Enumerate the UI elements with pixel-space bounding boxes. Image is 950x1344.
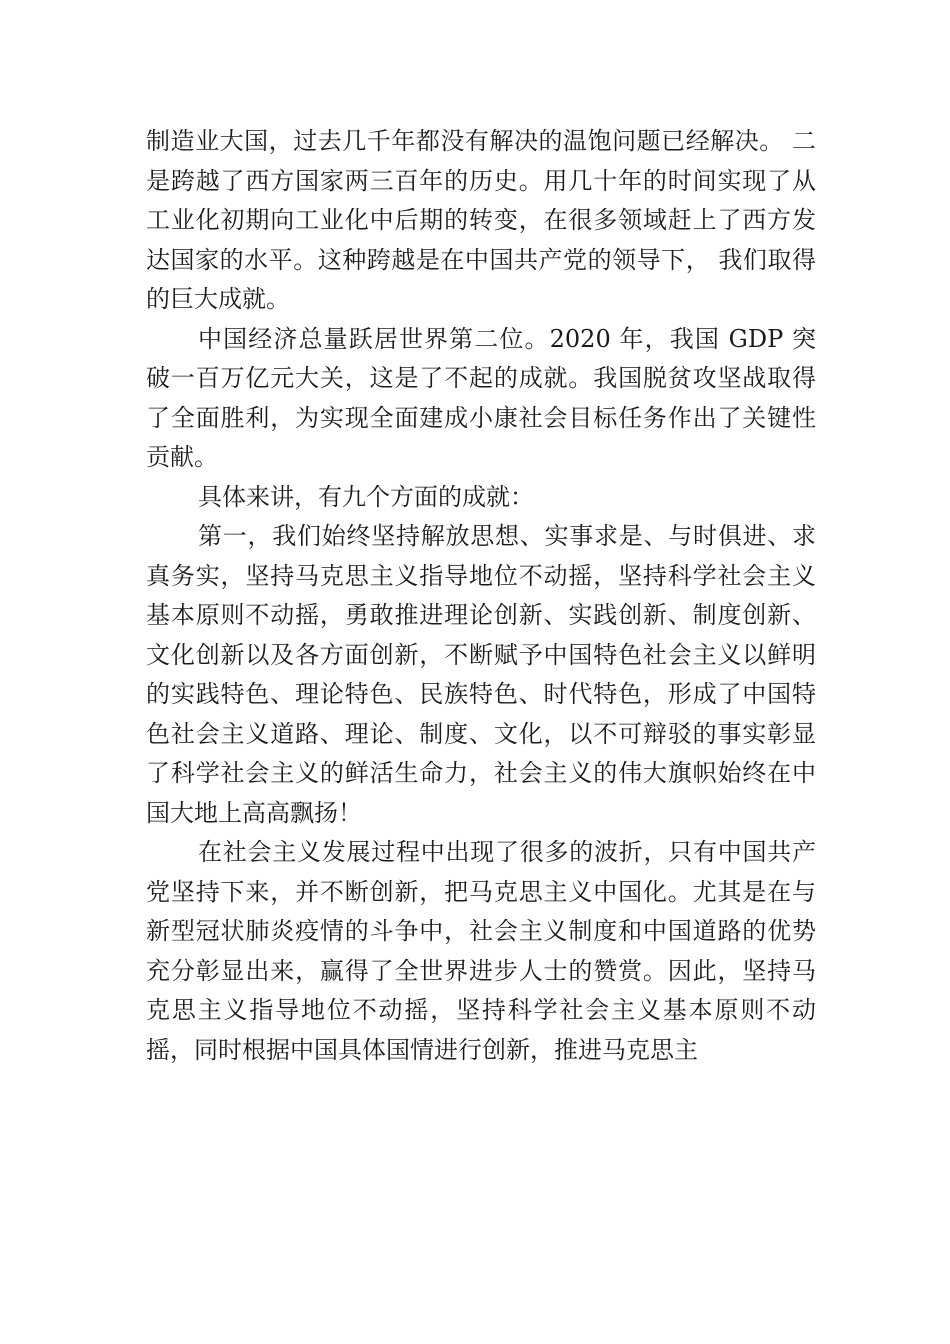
- paragraph-economy: 中国经济总量跃居世界第二位。2020 年，我国 GDP 突破一百万亿元大关，这是了不起的成就。我国脱贫攻坚战取得了全面胜利，为实现全面建成小康社会目标任务作出了关键性贡献。: [146, 324, 816, 471]
- paragraph-first-achievement: 第一，我们始终坚持解放思想、实事求是、与时俱进、求真务实，坚持马克思主义指导地位不动摇，坚持科学社会主义基本原则不动摇，勇敢推进理论创新、实践创新、制度创新、文化创新以及各方面创新，不断赋予中国特色社会主义以鲜明的实践特色、理论特色、民族特色、时代特色，形成了中国特色社会主义道路、理论、制度、文化，以不可辩驳的事实彰显了科学社会主义的鲜活生命力，社会主义的伟大旗帜始终在中国大地上高高飘扬！: [146, 522, 816, 827]
- paragraph-continuation: 制造业大国，过去几千年都没有解决的温饱问题已经解决。 二是跨越了西方国家两三百年的历史。用几十年的时间实现了从工业化初期向工业化中后期的转变，在很多领域赶上了西方发达国家的水平。这种跨越是在中国共产党的领导下， 我们取得的巨大成就。: [146, 127, 816, 313]
- paragraph-achievements-intro: 具体来讲，有九个方面的成就：: [198, 482, 534, 511]
- document-body: [146, 122, 816, 1070]
- paragraph-socialism-development: 在社会主义发展过程中出现了很多的波折，只有中国共产党坚持下来，并不断创新，把马克思主义中国化。尤其是在与新型冠状肺炎疫情的斗争中，社会主义制度和中国道路的优势充分彰显出来，赢得了全世界进步人士的赞赏。因此，坚持马克思主义指导地位不动摇，坚持科学社会主义基本原则不动摇，同时根据中国具体国情进行创新，推进马克思主: [146, 838, 816, 1064]
